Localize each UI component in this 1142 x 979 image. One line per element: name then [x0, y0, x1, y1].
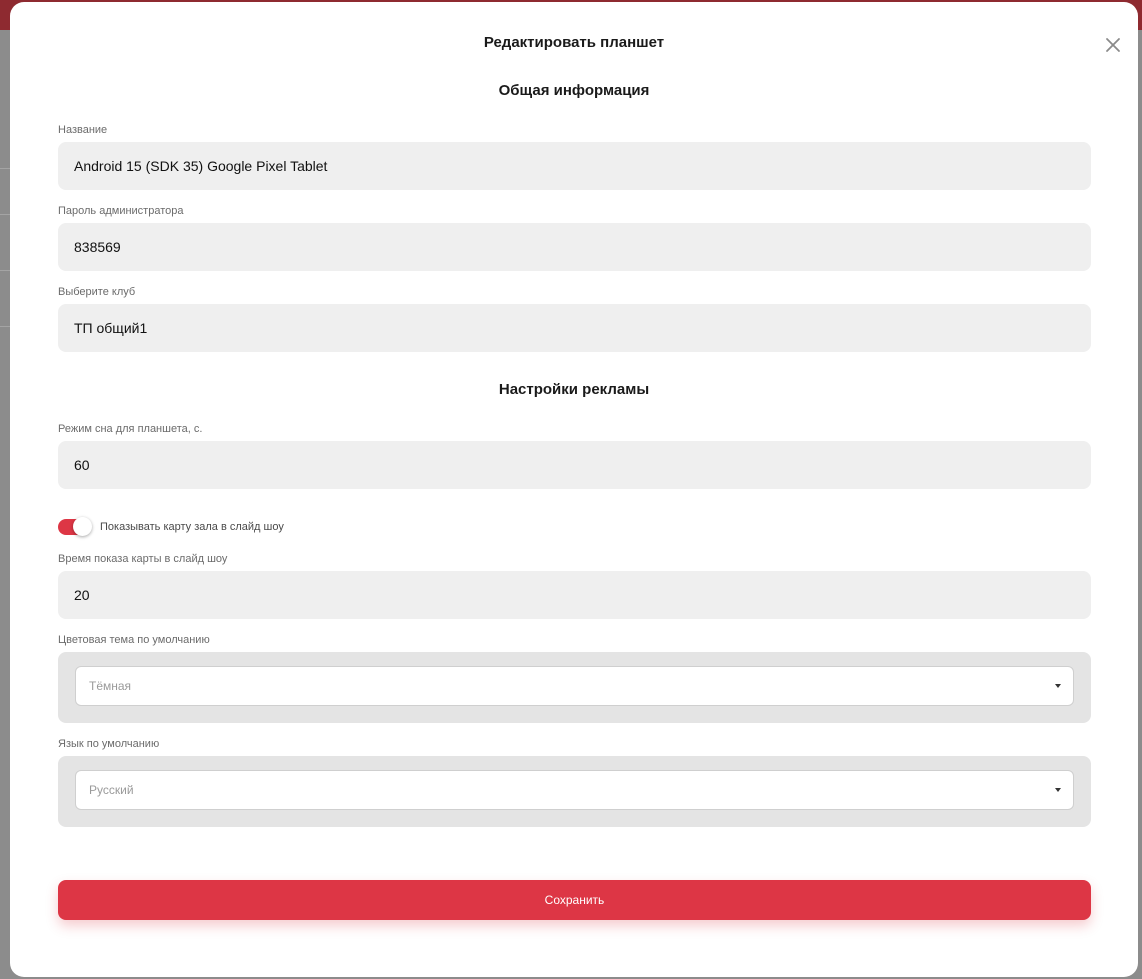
show-map-toggle-row [58, 517, 284, 537]
map-show-time-input[interactable] [58, 571, 1091, 619]
color-theme-value: Тёмная [89, 679, 132, 693]
chevron-down-icon [1055, 684, 1061, 688]
edit-tablet-modal [10, 2, 1138, 977]
close-button[interactable] [1102, 34, 1124, 56]
color-theme-wrapper [58, 652, 1091, 723]
save-button[interactable]: Сохранить [58, 880, 1091, 920]
modal-title: Редактировать планшет [483, 34, 665, 51]
show-map-toggle-label: Показывать карту зала в слайд шоу [100, 521, 284, 533]
admin-password-input[interactable] [58, 223, 1091, 271]
admin-password-label: Пароль администратора [58, 205, 184, 217]
section-title-ads: Настройки рекламы [498, 381, 650, 398]
name-label: Название [58, 124, 108, 136]
name-input[interactable] [58, 142, 1091, 190]
sleep-mode-value: 60 [74, 457, 90, 473]
club-value: ТП общий1 [74, 320, 148, 336]
map-show-time-label: Время показа карты в слайд шоу [58, 553, 228, 565]
color-theme-select[interactable] [75, 666, 1074, 706]
color-theme-label: Цветовая тема по умолчанию [58, 634, 210, 646]
show-map-toggle[interactable] [58, 519, 90, 535]
sleep-mode-input[interactable] [58, 441, 1091, 489]
language-label: Язык по умолчанию [58, 738, 160, 750]
admin-password-value: 838569 [74, 239, 121, 255]
map-show-time-value: 20 [74, 587, 90, 603]
language-wrapper [58, 756, 1091, 827]
chevron-down-icon [1055, 788, 1061, 792]
toggle-knob [73, 517, 92, 536]
language-select[interactable] [75, 770, 1074, 810]
sleep-mode-label: Режим сна для планшета, с. [58, 423, 203, 435]
close-icon [1102, 34, 1124, 56]
language-value: Русский [89, 783, 134, 797]
club-label: Выберите клуб [58, 286, 136, 298]
name-value: Android 15 (SDK 35) Google Pixel Tablet [74, 158, 328, 174]
section-title-general: Общая информация [498, 82, 650, 99]
club-select[interactable] [58, 304, 1091, 352]
